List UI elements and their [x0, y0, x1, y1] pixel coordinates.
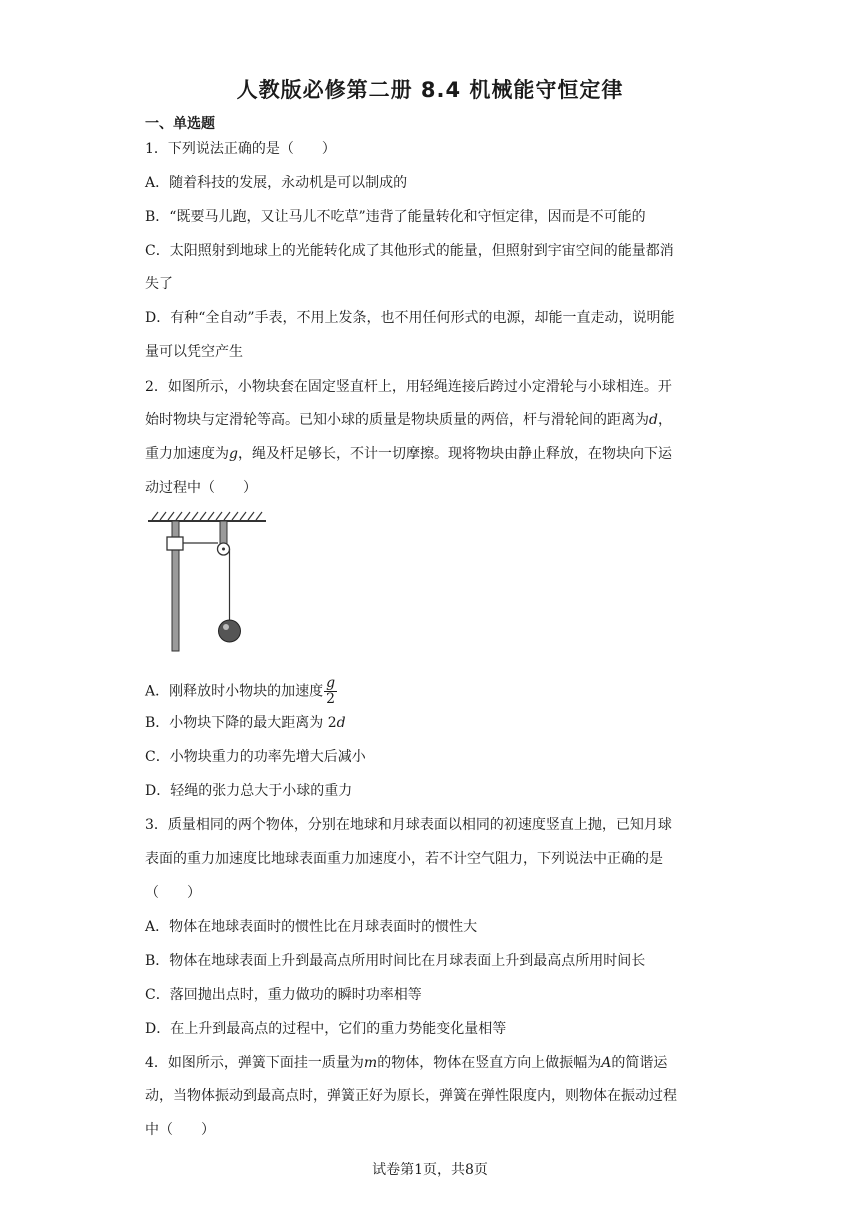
q1-option-a: A．随着科技的发展，永动机是可以制成的 — [145, 175, 408, 191]
page-footer: 试卷第1页，共8页 — [372, 1162, 488, 1178]
q2-stem-line1: 2．如图所示，小物块套在固定竖直杆上，用轻绳连接后跨过小定滑轮与小球相连。开 — [145, 379, 672, 395]
q3-stem-line3: （ ） — [145, 885, 201, 901]
q2-option-b: B．小物块下降的最大距离为 2d — [145, 715, 346, 731]
q1-option-b: B．“既要马儿跑，又让马儿不吃草”违背了能量转化和守恒定律，因而是不可能的 — [145, 209, 646, 225]
q4-stem-line3: 中（ ） — [145, 1122, 215, 1138]
q1-stem: 1．下列说法正确的是（ ） — [145, 141, 336, 157]
q3-option-d: D．在上升到最高点的过程中，它们的重力势能变化量相等 — [145, 1021, 507, 1037]
small-block — [167, 537, 183, 550]
ceiling — [148, 512, 266, 521]
q4-stem-line1: 4．如图所示，弹簧下面挂一质量为m的物体，物体在竖直方向上做振幅为A的简谐运 — [145, 1055, 668, 1071]
q2-stem-line3: 重力加速度为g，绳及杆足够长，不计一切摩擦。现将物块由静止释放，在物块向下运 — [145, 446, 672, 462]
q2-option-a: A．刚释放时小物块的加速度 $\frac{g}{2}$ — [145, 675, 336, 707]
fraction-g-over-2: $\frac{g}{2}$ — [326, 675, 336, 707]
q3-option-a: A．物体在地球表面时的惯性比在月球表面时的惯性大 — [145, 919, 478, 935]
q3-stem-line2: 表面的重力加速度比地球表面重力加速度小，若不计空气阻力，下列说法中正确的是 — [145, 851, 663, 867]
q1-option-d-line1: D．有种“全自动”手表，不用上发条，也不用任何形式的电源，却能一直走动，说明能 — [145, 310, 675, 326]
q2-option-c: C．小物块重力的功率先增大后减小 — [145, 749, 366, 765]
ball — [219, 620, 241, 642]
q2-stem-line2: 始时物块与定滑轮等高。已知小球的质量是物块质量的两倍，杆与滑轮间的距离为d， — [145, 412, 672, 428]
section-heading: 一、单选题 — [145, 116, 215, 132]
q3-option-b: B．物体在地球表面上升到最高点所用时间比在月球表面上升到最高点所用时间长 — [145, 953, 646, 969]
q2-stem-line4: 动过程中（ ） — [145, 480, 257, 496]
q4-stem-line2: 动，当物体振动到最高点时，弹簧正好为原长，弹簧在弹性限度内，则物体在振动过程 — [145, 1088, 677, 1104]
pulley-block-diagram — [146, 507, 268, 655]
page-title: 人教版必修第二册 8.4 机械能守恒定律 — [236, 78, 624, 102]
q2-option-d: D．轻绳的张力总大于小球的重力 — [145, 783, 353, 799]
q3-stem-line1: 3．质量相同的两个物体，分别在地球和月球表面以相同的初速度竖直上抛，已知月球 — [145, 817, 672, 833]
q1-option-c-line1: C．太阳照射到地球上的光能转化成了其他形式的能量，但照射到宇宙空间的能量都消 — [145, 243, 674, 259]
q1-option-c-line2: 失了 — [145, 276, 173, 292]
q1-option-d-line2: 量可以凭空产生 — [145, 344, 243, 360]
q3-option-c: C．落回抛出点时，重力做功的瞬时功率相等 — [145, 987, 422, 1003]
